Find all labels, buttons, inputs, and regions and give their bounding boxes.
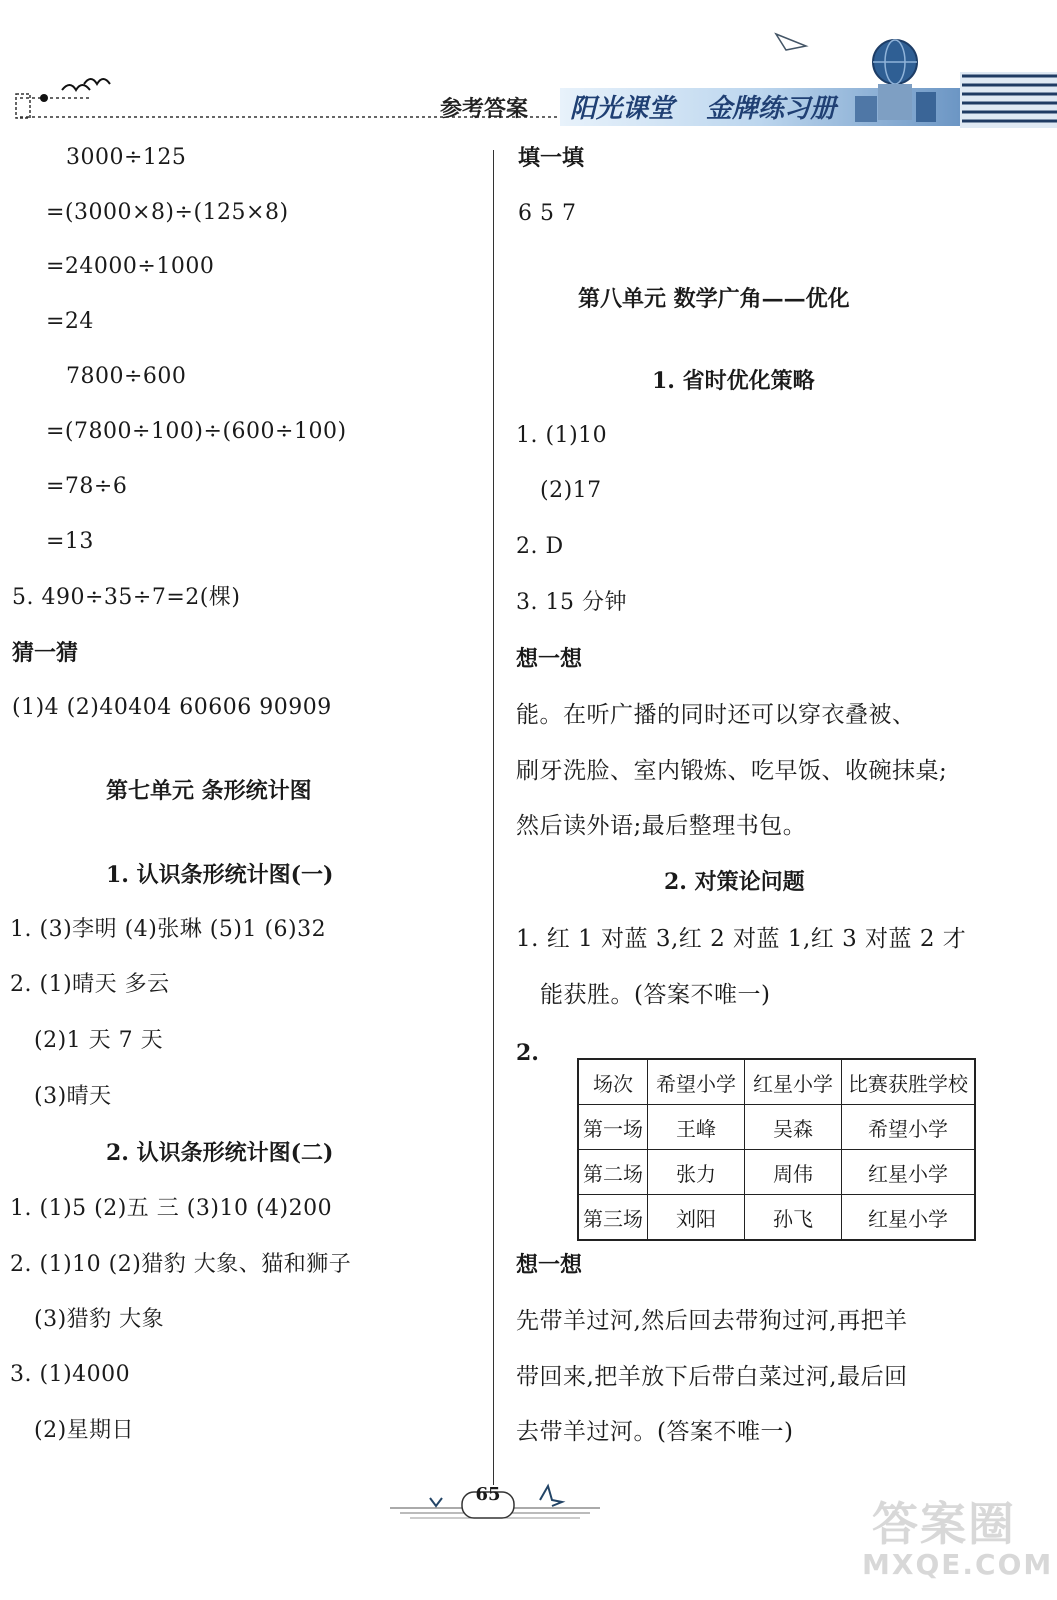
- unit7-title: 第七单元 条形统计图: [106, 778, 312, 804]
- table-cell: 刘阳: [648, 1195, 745, 1241]
- column-divider: [493, 150, 494, 1485]
- table-cell: 红星小学: [842, 1195, 976, 1241]
- table-cell: 红星小学: [842, 1150, 976, 1195]
- fill-title: 填一填: [518, 145, 585, 171]
- table-cell: 第二场: [578, 1150, 648, 1195]
- unit7-sec1-line-3: (2)1 天 7 天: [34, 1028, 164, 1053]
- page-number: 65: [475, 1484, 501, 1505]
- unit7-sec2-line-3: (3)猎豹 大象: [34, 1307, 165, 1332]
- table-header-cell: 希望小学: [648, 1059, 745, 1105]
- unit7-sec1-title: 1. 认识条形统计图(一): [106, 862, 334, 888]
- table-cell: 吴森: [745, 1105, 842, 1150]
- think2-line-1: 先带羊过河,然后回去带狗过河,再把羊: [516, 1308, 908, 1334]
- unit8-sec1-line-4: 3. 15 分钟: [516, 590, 627, 615]
- unit7-sec2-line-5: (2)星期日: [34, 1418, 135, 1443]
- unit8-sec1-line-1: 1. (1)10: [516, 423, 608, 448]
- unit8-sec1-line-2: (2)17: [540, 478, 602, 503]
- think1-line-3: 然后读外语;最后整理书包。: [516, 813, 807, 839]
- table-row: [578, 1195, 975, 1241]
- calc1-line-1: 3000÷125: [66, 145, 187, 170]
- calc2-line-2: =(7800÷100)÷(600÷100): [46, 419, 347, 444]
- q5-answer: 5. 490÷35÷7=2(棵): [12, 585, 241, 610]
- header-book-title-2: 金牌练习册: [706, 94, 837, 124]
- q2-label: 2.: [516, 1040, 539, 1066]
- table-cell: 孙飞: [745, 1195, 842, 1241]
- table-row: [578, 1150, 975, 1195]
- think1-line-2: 刷牙洗脸、室内锻炼、吃早饭、收碗抹桌;: [516, 758, 948, 784]
- calc1-line-4: =24: [46, 309, 94, 334]
- calc2-line-4: =13: [46, 529, 94, 554]
- calc2-line-1: 7800÷600: [66, 364, 187, 389]
- guess-answer: (1)4 (2)40404 60606 90909: [12, 695, 332, 720]
- table-header-cell: 比赛获胜学校: [842, 1059, 976, 1105]
- table-cell: 第一场: [578, 1105, 648, 1150]
- header-decoration: [0, 0, 1057, 140]
- unit8-sec1-title: 1. 省时优化策略: [652, 368, 815, 394]
- unit7-sec2-title: 2. 认识条形统计图(二): [106, 1140, 334, 1166]
- header-book-title-1: 阳光课堂: [570, 94, 675, 124]
- unit8-sec2-q1-line-2: 能获胜。(答案不唯一): [540, 982, 771, 1008]
- unit7-sec1-line-1: 1. (3)李明 (4)张琳 (5)1 (6)32: [10, 917, 327, 942]
- header-section-label: 参考答案: [440, 97, 529, 122]
- unit7-sec2-line-4: 3. (1)4000: [10, 1362, 131, 1387]
- table-header-row: [578, 1059, 975, 1105]
- table-cell: 周伟: [745, 1150, 842, 1195]
- think1-title: 想一想: [516, 646, 583, 672]
- fill-answer: 6 5 7: [518, 201, 577, 226]
- think2-title: 想一想: [516, 1252, 583, 1278]
- watermark-text-1: 答案圈: [872, 1497, 1016, 1551]
- table-header-cell: 红星小学: [745, 1059, 842, 1105]
- table-cell: 第三场: [578, 1195, 648, 1241]
- table-header-cell: 场次: [578, 1059, 648, 1105]
- calc1-line-3: =24000÷1000: [46, 254, 215, 279]
- unit7-sec2-line-1: 1. (1)5 (2)五 三 (3)10 (4)200: [10, 1196, 333, 1221]
- think1-line-1: 能。在听广播的同时还可以穿衣叠被、: [516, 702, 916, 728]
- guess-title: 猜一猜: [12, 640, 79, 666]
- calc2-line-3: =78÷6: [46, 474, 128, 499]
- think2-line-3: 去带羊过河。(答案不唯一): [516, 1419, 794, 1445]
- unit7-sec2-line-2: 2. (1)10 (2)猎豹 大象、猫和狮子: [10, 1252, 352, 1277]
- think2-line-2: 带回来,把羊放下后带白菜过河,最后回: [516, 1364, 908, 1390]
- calc1-line-2: =(3000×8)÷(125×8): [46, 200, 289, 225]
- table-cell: 张力: [648, 1150, 745, 1195]
- unit8-sec2-q1-line-1: 1. 红 1 对蓝 3,红 2 对蓝 1,红 3 对蓝 2 才: [516, 926, 967, 952]
- page-header: [0, 0, 1057, 140]
- table-row: [578, 1105, 975, 1150]
- unit7-sec1-line-4: (3)晴天: [34, 1084, 112, 1109]
- table-cell: 王峰: [648, 1105, 745, 1150]
- competition-table: [577, 1058, 976, 1241]
- unit7-sec1-line-2: 2. (1)晴天 多云: [10, 972, 170, 997]
- unit8-title: 第八单元 数学广角——优化: [578, 286, 850, 312]
- table-cell: 希望小学: [842, 1105, 976, 1150]
- watermark-text-2: MXQE.COM: [862, 1548, 1054, 1581]
- unit8-sec2-title: 2. 对策论问题: [664, 869, 805, 895]
- unit8-sec1-line-3: 2. D: [516, 534, 564, 559]
